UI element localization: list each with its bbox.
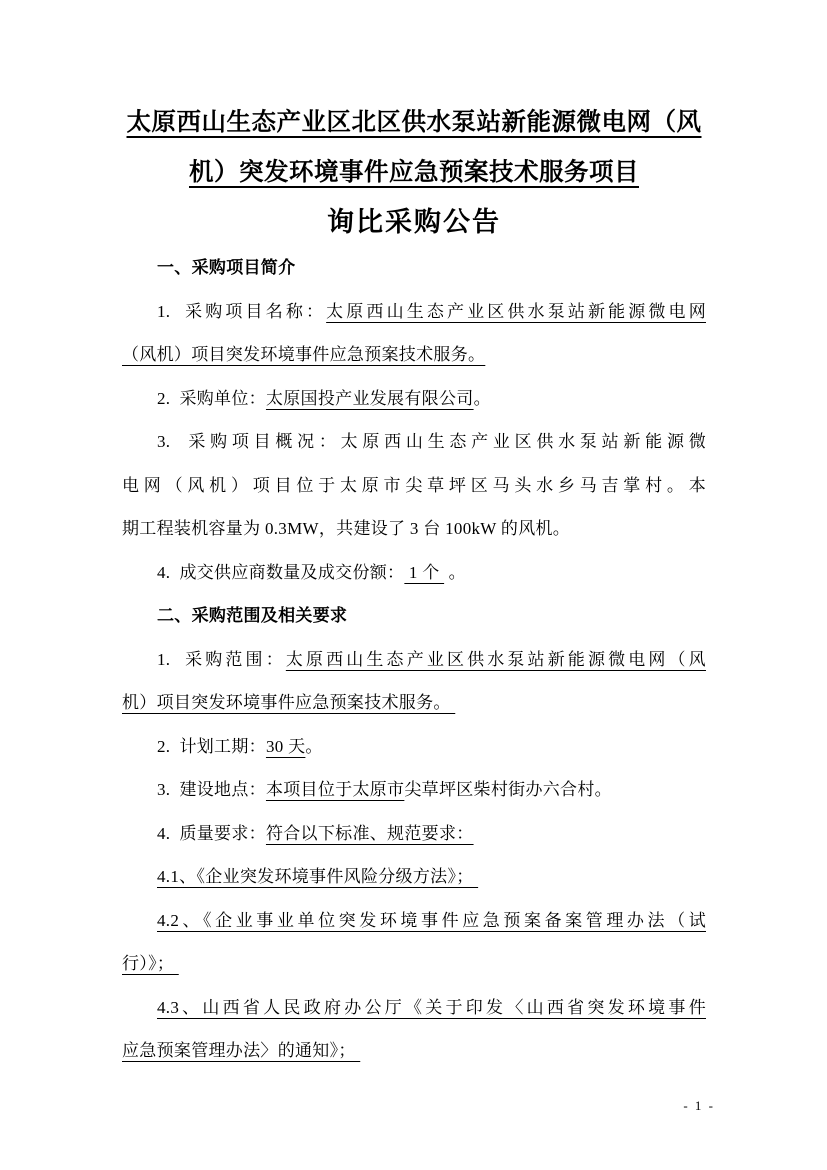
paragraph-line [122, 942, 706, 986]
paragraph-line [122, 812, 706, 856]
paragraph-line [122, 638, 706, 682]
underlined-text: 30 天 [265, 736, 306, 756]
paragraph [122, 855, 706, 899]
paragraph [122, 725, 706, 769]
text-segment: 。 [444, 562, 466, 582]
paragraph [122, 377, 706, 421]
underlined-text: 太原国投产业发展有限公司 [265, 388, 474, 408]
text-segment: 尖草坪区柴村街办六合村。 [404, 780, 612, 799]
text-segment: 4. 质量要求： [157, 823, 266, 843]
paragraph-line [122, 377, 706, 421]
document-content [122, 0, 706, 1073]
underlined-text: 4.1、《企业突发环境事件风险分级方法》； [157, 867, 479, 886]
paragraph-line [122, 333, 706, 377]
underlined-text: 太原西山生态产业区供水泵站新能源微电网 [326, 301, 706, 321]
text-segment: 2. 采购单位： [157, 388, 266, 408]
paragraph-line [122, 594, 706, 638]
paragraph [122, 638, 706, 725]
title-line-1: 太原西山生态产业区北区供水泵站新能源微电网（风 [126, 109, 702, 136]
paragraph-line [122, 681, 706, 725]
underlined-text: 4.2、《企业事业单位突发环境事件应急预案备案管理办法（试 [157, 910, 706, 930]
page-number: - 1 - [683, 1098, 715, 1113]
text-segment: 1. 采购范围： [157, 649, 286, 669]
paragraph-line [122, 855, 706, 899]
underlined-text: 本项目位于太原市 [265, 780, 405, 799]
paragraph-line [122, 246, 706, 290]
paragraph-line [122, 290, 706, 334]
paragraph-line [122, 768, 706, 812]
text-segment: 2. 计划工期： [157, 736, 266, 756]
section-heading [122, 246, 706, 290]
underlined-text: 1 个 [404, 562, 445, 582]
underlined-text: 4.3、山西省人民政府办公厅《关于印发〈山西省突发环境事件 [157, 997, 706, 1017]
paragraph [122, 551, 706, 595]
paragraph [122, 290, 706, 377]
text-segment: 期工程装机容量为 0.3MW，共建设了 3 台 100kW 的风机。 [122, 519, 571, 538]
paragraph-line [122, 986, 706, 1030]
paragraph [122, 420, 706, 551]
text-segment: 二、采购范围及相关要求 [157, 606, 348, 625]
underlined-text: 符合以下标准、规范要求： [265, 823, 474, 843]
document-title [122, 0, 706, 198]
paragraph [122, 768, 706, 812]
document-body [122, 246, 706, 1073]
underlined-text: 机）项目突发环境事件应急预案技术服务。 [122, 693, 456, 712]
title-line-2: 机）突发环境事件应急预案技术服务项目 [189, 159, 639, 186]
paragraph-line [122, 464, 706, 508]
text-segment: 电网（风机）项目位于太原市尖草坪区马头水乡马吉掌村。本 [122, 475, 706, 495]
text-segment: 4. 成交供应商数量及成交份额： [157, 562, 405, 582]
text-segment: 3. 建设地点： [157, 780, 266, 799]
text-segment: 1. 采购项目名称： [157, 301, 327, 321]
paragraph-line [122, 551, 706, 595]
text-segment: 。 [473, 388, 491, 408]
paragraph-line [122, 507, 706, 551]
text-segment: 3. 采购项目概况：太原西山生态产业区供水泵站新能源微 [157, 432, 706, 451]
underlined-text: 太原西山生态产业区供水泵站新能源微电网（风 [285, 649, 706, 669]
paragraph-line [122, 1029, 706, 1073]
text-segment: 一、采购项目简介 [157, 258, 296, 277]
underlined-text: （风机）项目突发环境事件应急预案技术服务。 [122, 345, 486, 364]
paragraph-line [122, 899, 706, 943]
paragraph [122, 986, 706, 1073]
paragraph [122, 812, 706, 856]
paragraph-line [122, 725, 706, 769]
paragraph [122, 899, 706, 986]
paragraph-line [122, 420, 706, 464]
underlined-text: 行）》； [122, 954, 179, 973]
document-subtitle: 询比采购公告 [327, 207, 501, 237]
underlined-text: 应急预案管理办法〉的通知》； [122, 1041, 361, 1060]
text-segment: 。 [305, 736, 323, 756]
section-heading [122, 594, 706, 638]
